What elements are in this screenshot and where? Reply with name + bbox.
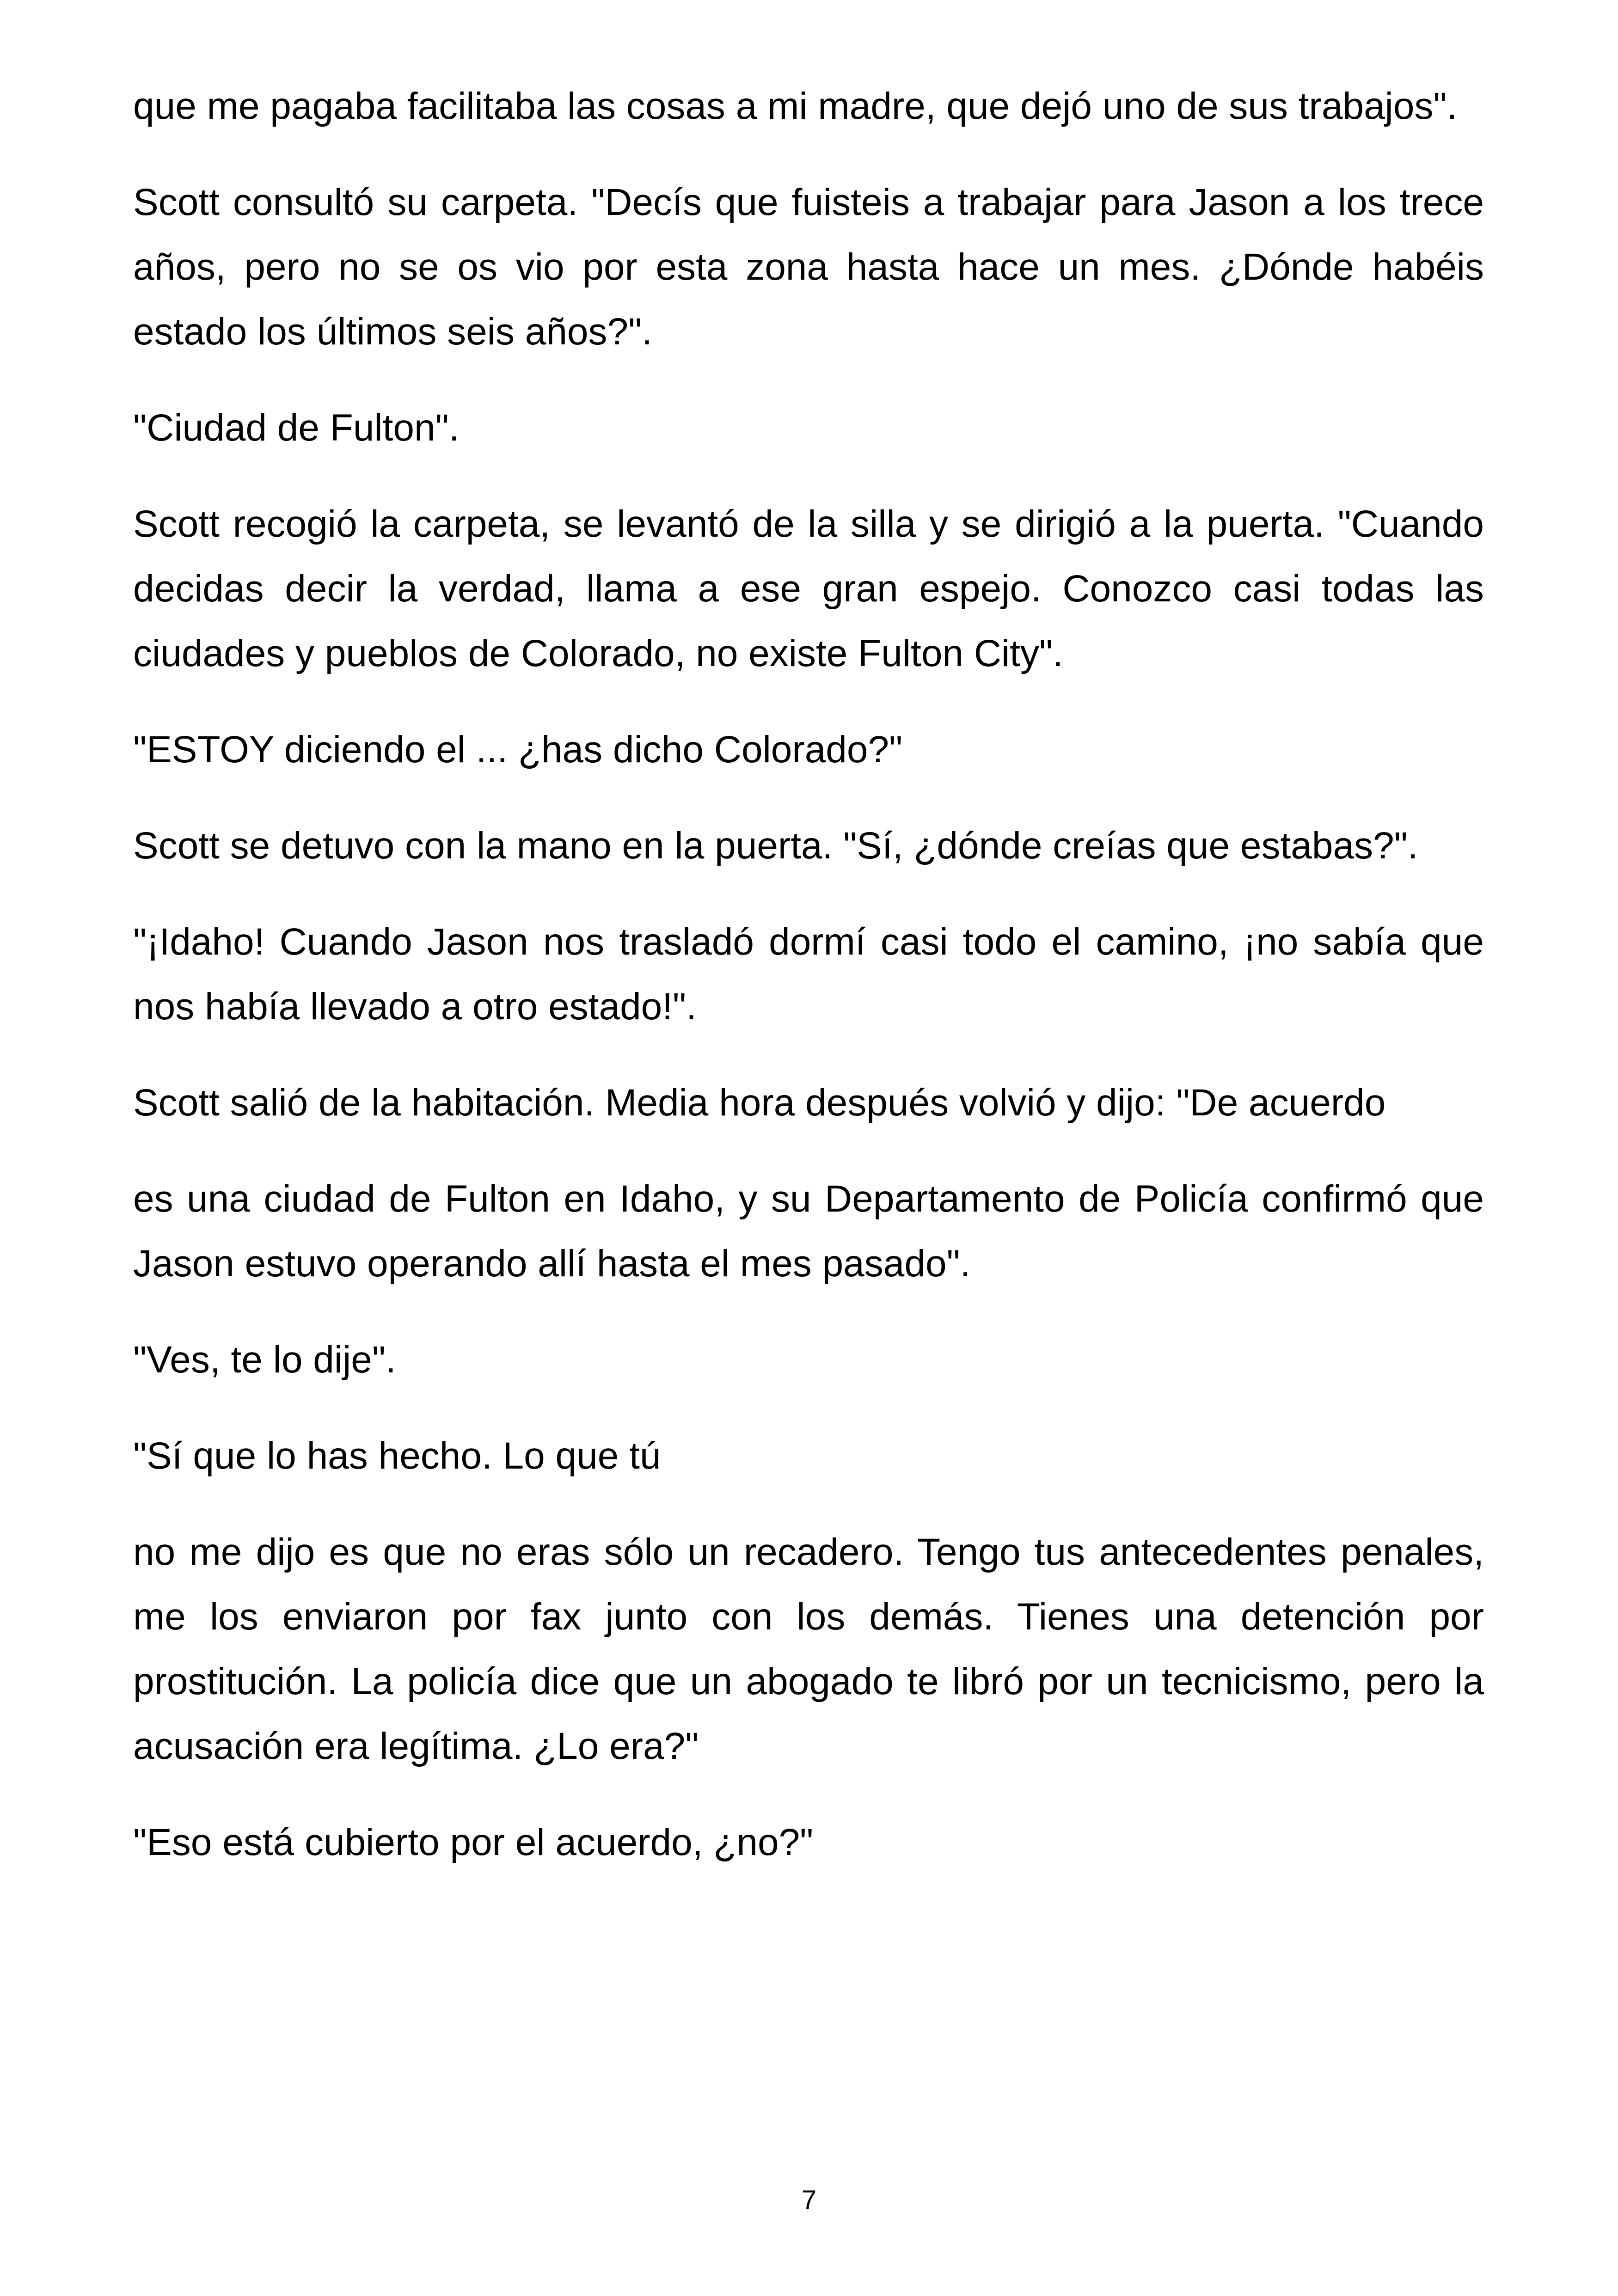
paragraph: "Ciudad de Fulton". [133,407,460,449]
page-number: 7 [801,2185,817,2215]
paragraph: no me dijo es que no eras sólo un recadero. Tengo tus antecedentes penales, me los enviaron por fax junto con los demás. Tienes una detención por prostitución. La policía dice que un abogado te libró por un tecnicismo, pero la acusación era legítima. ¿Lo era?" [133,1531,1484,1767]
paragraph: "¡Idaho! Cuando Jason nos trasladó dormí casi todo el camino, ¡no sabía que nos había llevado a otro estado!". [133,921,1484,1028]
paragraph: "Eso está cubierto por el acuerdo, ¿no?" [133,1821,814,1863]
paragraph: que me pagaba facilitaba las cosas a mi madre, que dejó uno de sus trabajos". [133,85,1458,127]
paragraph: "ESTOY diciendo el ... ¿has dicho Colorado?" [133,729,903,771]
paragraph: Scott se detuvo con la mano en la puerta. "Sí, ¿dónde creías que estabas?". [133,825,1418,867]
page-body-text [133,74,1484,1906]
paragraph: Scott recogió la carpeta, se levantó de la silla y se dirigió a la puerta. "Cuando decidas decir la verdad, llama a ese gran espejo. Conozco casi todas las ciudades y pueblos de Colorado, no existe Fulton City". [133,503,1484,674]
paragraph: "Ves, te lo dije". [133,1339,396,1381]
paragraph: es una ciudad de Fulton en Idaho, y su Departamento de Policía confirmó que Jason estuvo operando allí hasta el mes pasado". [133,1178,1484,1285]
paragraph: Scott salió de la habitación. Media hora después volvió y dijo: "De acuerdo [133,1082,1386,1124]
paragraph: Scott consultó su carpeta. "Decís que fuisteis a trabajar para Jason a los trece años, pero no se os vio por esta zona hasta hace un mes. ¿Dónde habéis estado los últimos seis años?". [133,181,1484,353]
paragraph: "Sí que lo has hecho. Lo que tú [133,1435,661,1477]
